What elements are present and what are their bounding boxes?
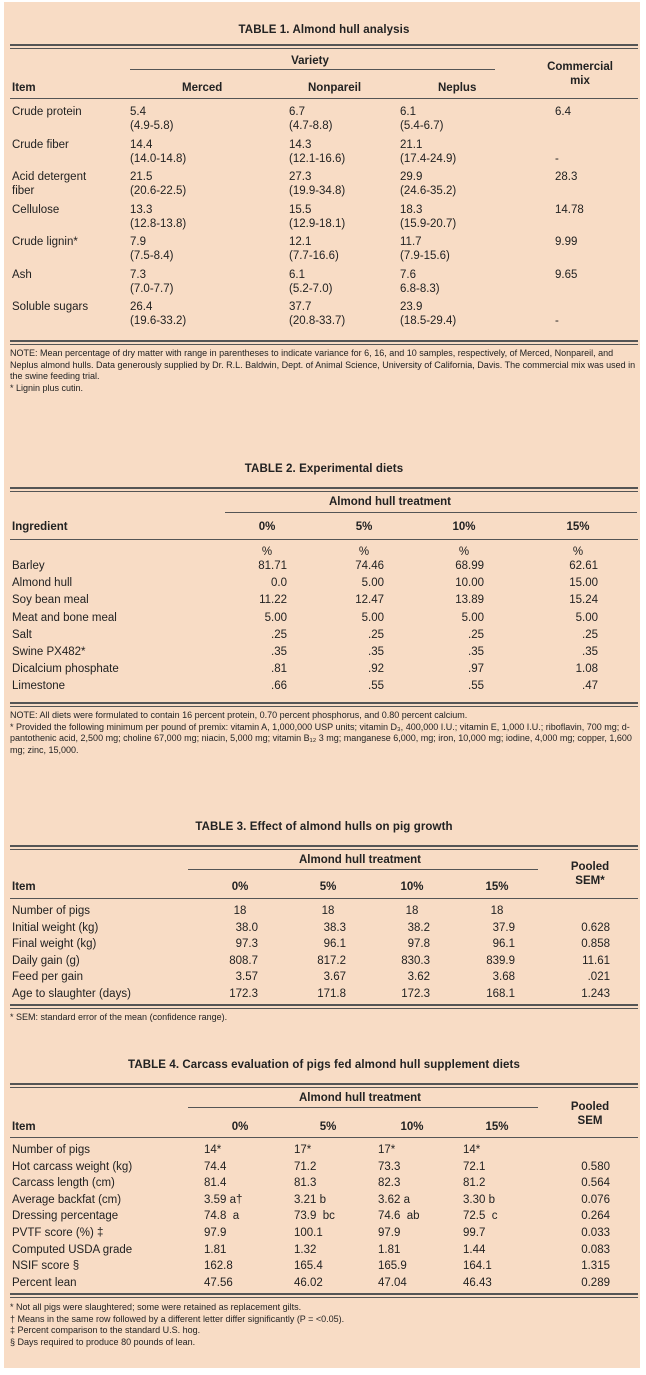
table-2-unit: % <box>358 546 370 558</box>
table-1-cell-mix: 6.4 <box>555 106 571 118</box>
table-1-cell-merced: (7.0-7.7) <box>130 282 174 295</box>
table-2-cell: .25 <box>271 628 287 641</box>
table-4-cell: 74.8 a <box>204 1210 240 1223</box>
table-1-top-rule <box>10 44 638 46</box>
table-2-footnote: * Provided the following minimum per pound of premix: vitamin A, 1,000,000 USP units; vitamin D₃, 400,000 I.U.; vitamin E, 1,000 I.U.; riboflavin, 700 mg; d-pantothenic acid, 2,500 mg; choline 67,000 mg; niacin, 5,000 mg; vitamin B₁₂ 3 mg; manganese 6,000, mg; iron, 10,000 mg; iodine, 4,000 mg; copper, 1,600 mg; zinc, 15,000. <box>10 721 632 755</box>
table-3-cell: 3.67 <box>323 971 346 983</box>
table-4-cell: 74.6 ab <box>378 1210 420 1223</box>
table-3-row-label: Feed per gain <box>12 971 83 983</box>
table-4-bottom-rule <box>10 1293 638 1295</box>
table-2-cell: .35 <box>582 646 598 658</box>
table-3-cell-sem: 0.628 <box>581 921 610 934</box>
table-2-treatment-rule <box>225 512 637 513</box>
table-1-cell-nonpareil: 12.1 <box>289 236 312 248</box>
table-4-pooled-header: Pooled <box>570 1101 610 1113</box>
table-1-note: NOTE: Mean percentage of dry matter with range in parentheses to indicate variance for 6, 16, and 10 samples, respectively, of Merced, Nonpareil, and Neplus almond hulls. Data generously supplied by Dr. R.L. Baldwin, Dept. of Animal Science, University of California, Davis. The commercial mix was used in the swine feeding trial. <box>10 348 636 381</box>
table-2 <box>10 454 638 774</box>
table-3-cell: 830.3 <box>401 954 430 967</box>
table-3-cell: 171.8 <box>317 987 346 1000</box>
table-1-cell-neplus: 6.1 <box>400 106 416 118</box>
table-2-note: NOTE: All diets were formulated to contain 16 percent protein, 0.70 percent phosphorus, and 0.80 percent calcium. <box>10 710 468 720</box>
table-2-unit: % <box>458 546 470 558</box>
table-4-cell: 3.62 a <box>378 1193 410 1206</box>
table-4-cell: 74.4 <box>204 1160 227 1173</box>
table-4-cell: 46.43 <box>463 1276 492 1289</box>
table-4-row-label: Hot carcass weight (kg) <box>12 1160 133 1173</box>
table-1-nonpareil-header: Nonpareil <box>308 82 362 94</box>
table-3-cell: 18 <box>321 905 335 917</box>
table-2-cell: 5.00 <box>264 611 287 624</box>
table-1-cell-mix: 9.65 <box>555 268 578 281</box>
table-4-row-label: Dressing percentage <box>12 1210 119 1223</box>
table-3-treatment-header: Almond hull treatment <box>298 854 422 866</box>
table-4-footnote-3: ‡ Percent comparison to the standard U.S. hog. <box>10 1325 201 1335</box>
table-2-row-label: Meat and bone meal <box>12 611 117 624</box>
table-1-footnote: * Lignin plus cutin. <box>10 382 84 393</box>
table-1-cell-neplus: (17.4-24.9) <box>400 152 457 165</box>
table-4-cell: 17* <box>378 1144 396 1156</box>
table-1-cell-merced: (14.0-14.8) <box>130 152 187 165</box>
table-2-cell: 5.00 <box>361 577 384 590</box>
table-3-sem-header: SEM* <box>575 875 605 887</box>
table-4-cell: 165.9 <box>378 1260 407 1273</box>
table-2-cell: .81 <box>271 663 287 676</box>
table-2-cell: 5.00 <box>461 611 484 624</box>
table-2-cell: 1.08 <box>575 663 598 676</box>
table-4-cell: 73.3 <box>378 1160 401 1173</box>
table-2-cell: .92 <box>368 663 384 676</box>
table-3-notes <box>10 1012 638 1024</box>
table-2-cell: 11.22 <box>259 594 287 607</box>
table-4-cell: 1.32 <box>294 1243 317 1256</box>
table-2-notes <box>10 710 638 756</box>
table-2-unit: % <box>572 546 584 558</box>
table-2-cell: 15.00 <box>569 577 598 590</box>
table-2-row-label: Soy bean meal <box>12 594 89 607</box>
table-4-column-header: 15% <box>485 1121 509 1133</box>
table-3-footnote: * SEM: standard error of the mean (confidence range). <box>10 1012 228 1022</box>
table-2-unit: % <box>261 546 273 558</box>
table-3-column-header: 5% <box>319 881 337 893</box>
table-1-cell-neplus: 29.9 <box>400 171 423 183</box>
table-3-cell: 37.9 <box>492 921 515 934</box>
table-4-title: TABLE 4. Carcass evaluation of pigs fed almond hull supplement diets <box>128 1059 520 1071</box>
table-4-row-label: Computed USDA grade <box>12 1243 133 1256</box>
table-3-cell-sem: 1.243 <box>581 987 610 1000</box>
table-2-cell: 15.24 <box>569 594 598 607</box>
table-1-cell-nonpareil: 27.3 <box>289 171 312 183</box>
table-4-cell: 81.2 <box>463 1177 486 1190</box>
table-2-column-header: 10% <box>452 521 476 533</box>
table-2-bottom-rule <box>10 702 638 704</box>
table-1-row-item: Acid detergent <box>12 171 87 183</box>
table-1-row-item: Crude lignin* <box>12 236 78 248</box>
table-1-header-rule <box>10 98 638 99</box>
table-1-cell-nonpareil: 6.7 <box>289 106 305 118</box>
table-1-row-item: Soluble sugars <box>12 301 89 313</box>
table-1-cell-mix: 28.3 <box>555 171 578 183</box>
table-4-footnote-4: § Days required to produce 80 pounds of lean. <box>10 1336 196 1347</box>
table-4-treatment-rule <box>188 1107 538 1108</box>
table-2-cell: .47 <box>582 680 598 693</box>
table-1-cell-neplus: 11.7 <box>400 236 422 248</box>
table-4-column-header: 10% <box>400 1121 424 1133</box>
table-1-row-item: Cellulose <box>12 203 60 216</box>
table-4-cell: 47.56 <box>204 1276 233 1289</box>
table-1-cell-merced: (7.5-8.4) <box>130 250 174 262</box>
table-3-column-header: 10% <box>400 881 424 893</box>
table-3 <box>10 812 638 1042</box>
table-4-top-rule <box>10 1083 638 1085</box>
table-4-cell: 47.04 <box>378 1276 407 1289</box>
table-3-cell: 18 <box>490 905 504 917</box>
table-3-cell: 18 <box>405 905 419 917</box>
table-4-cell: 164.1 <box>463 1260 492 1273</box>
table-2-row-label: Salt <box>12 628 32 641</box>
table-2-treatment-header: Almond hull treatment <box>328 496 452 508</box>
table-3-cell-sem: 0.858 <box>581 938 610 950</box>
table-4 <box>10 1050 638 1368</box>
table-4-cell-sem: 0.264 <box>581 1210 610 1223</box>
table-1-variety-header: Variety <box>291 55 329 67</box>
table-4-cell: 165.4 <box>294 1260 323 1273</box>
table-4-cell: 3.30 b <box>463 1193 495 1206</box>
table-3-item-header: Item <box>12 881 36 893</box>
table-1-cell-merced: (4.9-5.8) <box>130 120 174 132</box>
table-1-cell-merced: 13.3 <box>130 203 153 216</box>
table-3-cell: 172.3 <box>401 987 430 1000</box>
table-4-column-header: 0% <box>231 1121 249 1133</box>
table-2-cell: 68.99 <box>455 560 484 572</box>
table-2-row-label: Barley <box>12 560 45 572</box>
table-1-mix-header: mix <box>570 75 590 87</box>
table-1-cell-merced: (12.8-13.8) <box>130 217 187 230</box>
table-1-cell-neplus: (15.9-20.7) <box>400 217 457 230</box>
table-3-cell: 96.1 <box>323 938 346 950</box>
table-2-cell: .25 <box>368 628 384 641</box>
table-3-cell: 3.62 <box>407 971 430 983</box>
table-3-row-label: Age to slaughter (days) <box>12 987 131 1000</box>
table-1-cell-nonpareil: 37.7 <box>289 301 312 313</box>
table-4-cell-sem: 0.076 <box>581 1193 610 1206</box>
table-3-cell: 839.9 <box>486 954 515 967</box>
table-1-cell-neplus: (5.4-6.7) <box>400 120 444 132</box>
table-3-row-label: Number of pigs <box>12 905 90 917</box>
table-4-treatment-header: Almond hull treatment <box>298 1092 422 1104</box>
table-2-cell: .97 <box>468 663 484 676</box>
table-1-row-item: Crude protein <box>12 106 82 118</box>
table-2-row-label: Swine PX482* <box>12 646 86 658</box>
table-4-footnote-2: † Means in the same row followed by a different letter differ significantly (P = <0.05). <box>10 1313 345 1324</box>
table-4-cell: 1.81 <box>204 1243 227 1256</box>
table-2-cell: 62.61 <box>569 560 598 572</box>
table-4-cell: 1.81 <box>378 1243 401 1256</box>
table-2-cell: .55 <box>468 680 484 693</box>
table-4-row-label: NSIF score § <box>12 1260 80 1273</box>
table-2-cell: .55 <box>368 680 384 693</box>
table-4-cell: 100.1 <box>294 1227 323 1239</box>
table-1-cell-neplus: (7.9-15.6) <box>400 250 450 262</box>
table-3-cell: 808.7 <box>229 954 258 967</box>
table-1-neplus-header: Neplus <box>438 82 477 94</box>
table-1-cell-mix: 14.78 <box>555 203 584 216</box>
table-1-cell-merced: 7.9 <box>130 236 146 248</box>
table-4-item-header: Item <box>12 1121 36 1133</box>
table-1-commercial-header: Commercial <box>547 61 613 73</box>
table-2-column-header: 15% <box>566 521 590 533</box>
table-4-row-label: PVTF score (%) ‡ <box>12 1227 104 1239</box>
table-4-cell: 97.9 <box>204 1227 227 1239</box>
table-3-cell: 38.0 <box>235 921 258 934</box>
table-1-variety-rule <box>130 69 495 70</box>
table-3-cell: 172.3 <box>229 987 258 1000</box>
table-4-row-label: Average backfat (cm) <box>12 1193 122 1206</box>
table-4-cell: 71.2 <box>294 1160 317 1173</box>
table-4-cell-sem: 0.564 <box>581 1177 610 1190</box>
table-4-cell: 72.1 <box>463 1160 486 1173</box>
table-3-cell-sem: .021 <box>587 971 610 983</box>
table-1-cell-nonpareil: (7.7-16.6) <box>289 250 339 262</box>
table-4-sem-header: SEM <box>577 1115 603 1127</box>
table-4-cell: 46.02 <box>294 1276 323 1289</box>
table-1-cell-neplus: 6.8-8.3) <box>400 282 440 295</box>
table-4-cell: 72.5 c <box>463 1210 498 1223</box>
table-1-cell-merced: 21.5 <box>130 171 153 183</box>
table-2-cell: .35 <box>271 646 287 658</box>
table-4-cell: 99.7 <box>463 1227 486 1239</box>
table-1-cell-merced: (20.6-22.5) <box>130 185 187 197</box>
table-3-cell: 38.2 <box>407 921 430 934</box>
table-3-header-rule <box>10 898 638 899</box>
table-3-cell: 3.68 <box>492 971 515 983</box>
table-3-row-label: Initial weight (kg) <box>12 921 99 934</box>
table-3-cell: 97.3 <box>235 938 258 950</box>
table-1-cell-merced: 26.4 <box>130 301 153 313</box>
table-3-cell: 38.3 <box>323 921 346 934</box>
table-1-row-item: fiber <box>12 185 35 197</box>
table-2-title: TABLE 2. Experimental diets <box>244 463 404 475</box>
table-2-cell: 5.00 <box>361 611 384 624</box>
table-3-column-header: 15% <box>485 881 509 893</box>
table-2-cell: .25 <box>582 628 598 641</box>
document-page <box>4 2 640 1368</box>
table-1-cell-merced: 7.3 <box>130 268 146 281</box>
table-1-cell-neplus: (18.5-29.4) <box>400 315 457 327</box>
table-2-cell: 81.71 <box>258 560 287 572</box>
table-3-bottom-rule <box>10 1004 638 1006</box>
table-3-pooled-header: Pooled <box>570 861 610 873</box>
table-2-cell: 0.0 <box>271 577 287 590</box>
table-2-row-label: Limestone <box>12 680 66 693</box>
table-4-cell: 81.3 <box>294 1177 317 1190</box>
table-4-cell: 162.8 <box>204 1260 233 1273</box>
table-4-footnote-1: * Not all pigs were slaughtered; some were retained as replacement gilts. <box>10 1302 302 1312</box>
table-2-column-header: 0% <box>258 521 276 533</box>
table-3-cell: 817.2 <box>317 954 346 967</box>
table-4-cell: 97.9 <box>378 1227 401 1239</box>
table-1-notes <box>10 348 638 394</box>
table-1-cell-merced: (19.6-33.2) <box>130 315 187 327</box>
table-3-cell: 3.57 <box>235 971 258 983</box>
table-1-bottom-rule <box>10 340 638 342</box>
table-1-item-header: Item <box>12 82 36 94</box>
table-3-cell: 97.8 <box>407 938 430 950</box>
table-1-merced-header: Merced <box>182 82 223 94</box>
table-3-cell: 168.1 <box>486 987 515 1000</box>
table-2-cell: 5.00 <box>575 611 598 624</box>
table-1-cell-nonpareil: (12.1-16.6) <box>289 152 346 165</box>
table-1-cell-neplus: (24.6-35.2) <box>400 185 457 197</box>
table-1-cell-nonpareil: (20.8-33.7) <box>289 315 346 327</box>
table-1-cell-nonpareil: 14.3 <box>289 138 312 151</box>
table-2-cell: 10.00 <box>455 577 484 590</box>
table-4-cell: 73.9 bc <box>294 1210 335 1223</box>
table-4-cell: 17* <box>294 1144 312 1156</box>
table-2-cell: 13.89 <box>455 594 484 607</box>
table-1-cell-merced: 14.4 <box>130 138 153 151</box>
table-2-row-label: Dicalcium phosphate <box>12 663 119 676</box>
table-4-notes <box>10 1302 638 1348</box>
table-1-cell-neplus: 18.3 <box>400 203 423 216</box>
table-4-column-header: 5% <box>319 1121 337 1133</box>
table-4-cell-sem: 1.315 <box>581 1260 610 1273</box>
table-1-cell-mix: - <box>555 152 559 165</box>
table-3-title: TABLE 3. Effect of almond hulls on pig growth <box>195 821 453 833</box>
table-4-cell: 81.4 <box>204 1177 227 1190</box>
table-2-row-label: Almond hull <box>12 577 73 590</box>
table-2-cell: .25 <box>468 628 484 641</box>
table-3-top-rule <box>10 845 638 847</box>
table-4-cell: 82.3 <box>378 1177 401 1190</box>
table-3-column-header: 0% <box>231 881 249 893</box>
table-1-cell-nonpareil: (4.7-8.8) <box>289 120 333 132</box>
table-1-row-item: Crude fiber <box>12 138 69 151</box>
table-1-cell-nonpareil: (5.2-7.0) <box>289 282 333 295</box>
table-3-cell: 96.1 <box>492 938 515 950</box>
table-2-top-rule <box>10 487 638 489</box>
table-1-cell-nonpareil: 6.1 <box>289 268 305 281</box>
table-2-cell: .66 <box>271 680 287 693</box>
table-1-cell-mix: - <box>555 315 559 327</box>
table-1-row-item: Ash <box>12 268 32 281</box>
table-2-cell: 12.47 <box>355 594 384 607</box>
table-1-cell-merced: 5.4 <box>130 106 146 118</box>
table-2-cell: .35 <box>368 646 384 658</box>
table-1-cell-nonpareil: (19.9-34.8) <box>289 185 346 197</box>
table-1 <box>10 2 638 414</box>
table-4-cell-sem: 0.580 <box>581 1160 610 1173</box>
table-4-row-label: Percent lean <box>12 1276 77 1289</box>
table-2-column-header: 5% <box>355 521 373 533</box>
table-4-cell-sem: 0.033 <box>581 1227 610 1239</box>
table-2-ingredient-header: Ingredient <box>12 521 68 533</box>
table-1-cell-neplus: 21.1 <box>400 138 423 151</box>
table-1-cell-nonpareil: 15.5 <box>289 203 312 216</box>
table-3-treatment-rule <box>188 869 538 870</box>
table-1-title: TABLE 1. Almond hull analysis <box>238 24 410 36</box>
table-4-cell: 3.59 a† <box>204 1193 243 1206</box>
table-1-cell-neplus: 7.6 <box>400 268 416 281</box>
table-3-cell-sem: 11.61 <box>582 954 610 967</box>
table-4-cell: 14* <box>204 1144 222 1156</box>
table-3-row-label: Daily gain (g) <box>12 954 80 967</box>
table-4-cell: 3.21 b <box>294 1193 326 1206</box>
table-3-row-label: Final weight (kg) <box>12 938 97 950</box>
table-4-row-label: Carcass length (cm) <box>12 1177 115 1190</box>
table-1-cell-mix: 9.99 <box>555 236 578 248</box>
table-3-cell: 18 <box>233 905 247 917</box>
table-4-cell: 14* <box>463 1144 481 1156</box>
table-2-cell: 74.46 <box>355 560 384 572</box>
table-4-cell: 1.44 <box>463 1243 486 1256</box>
table-4-header-rule <box>10 1137 638 1138</box>
table-4-row-label: Number of pigs <box>12 1144 90 1156</box>
table-4-cell-sem: 0.289 <box>581 1276 610 1289</box>
table-4-cell-sem: 0.083 <box>581 1243 610 1256</box>
table-2-cell: .35 <box>468 646 484 658</box>
table-1-cell-nonpareil: (12.9-18.1) <box>289 217 346 230</box>
table-2-header-rule <box>10 539 638 540</box>
table-1-cell-neplus: 23.9 <box>400 301 423 313</box>
